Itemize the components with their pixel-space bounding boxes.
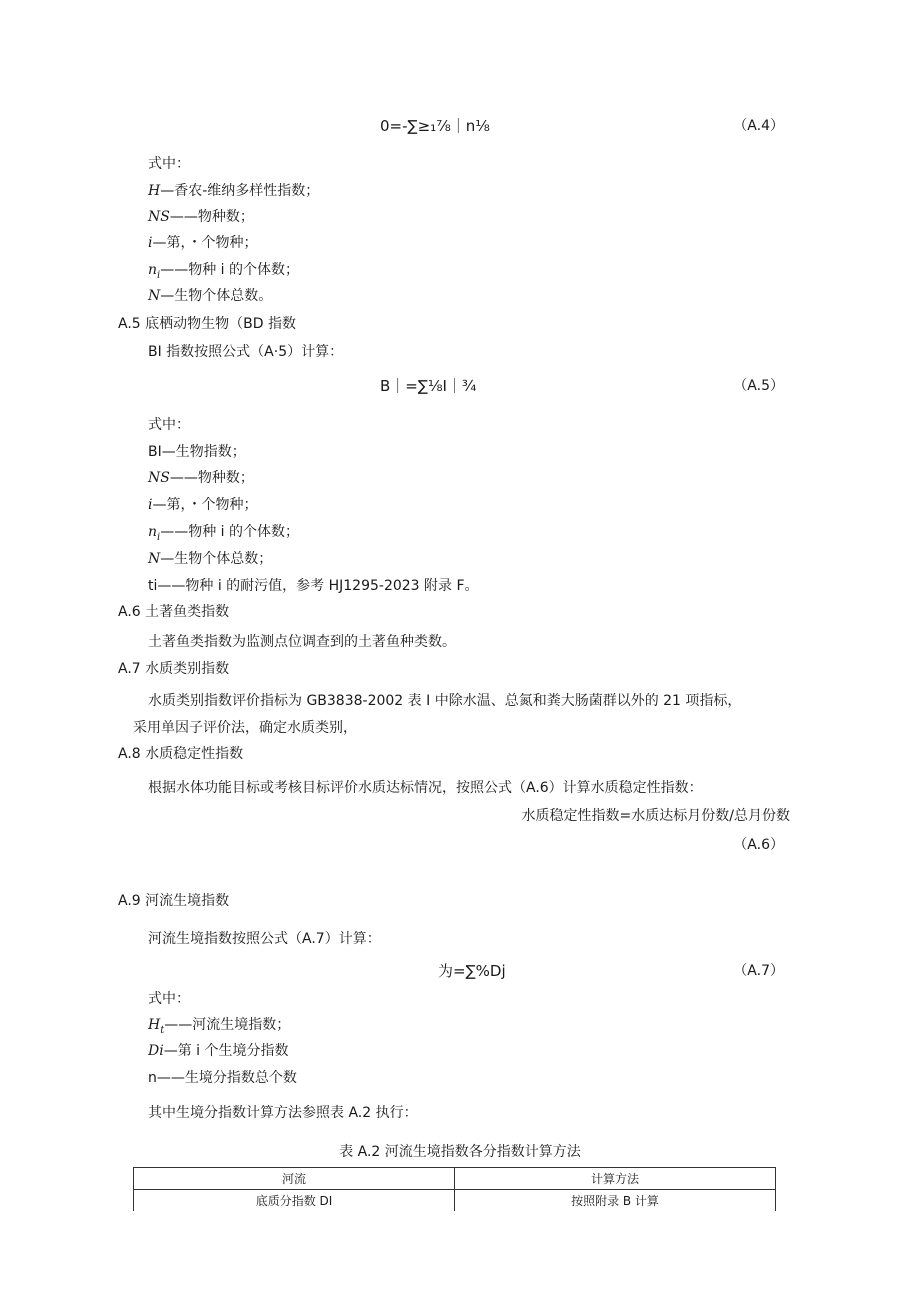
section-heading-a8: A.8 水质稳定性指数 bbox=[118, 746, 244, 762]
symbol-i: i bbox=[148, 235, 153, 251]
symbol-N: N bbox=[148, 288, 161, 304]
table-header-cell: 河流 bbox=[134, 1168, 455, 1190]
symbol-n: n bbox=[148, 262, 158, 278]
definition-text: —生物个体总数； bbox=[160, 551, 273, 567]
definition-h bbox=[148, 180, 319, 200]
symbol-ns: NS bbox=[148, 470, 170, 486]
symbol-h: H bbox=[148, 183, 161, 199]
symbol-N: N bbox=[148, 551, 161, 567]
paragraph-a8: 根据水体功能目标或考核目标评价水质达标情况，按照公式（A.6）计算水质稳定性指数： bbox=[148, 780, 703, 796]
paragraph-a7-line1: 水质类别指数评价指标为 GB3838-2002 表 I 中除水温、总氮和粪大肠菌群以外的 21 项指标， bbox=[148, 693, 742, 709]
symbol-subscript: i bbox=[157, 531, 161, 543]
symbol-subscript: i bbox=[157, 269, 161, 281]
definition-N bbox=[148, 285, 272, 305]
equation-number-a5: （A.5） bbox=[733, 378, 784, 394]
definition-bi: BI—生物指数； bbox=[148, 444, 246, 460]
definition-text: —香农-维纳多样性指数； bbox=[160, 183, 320, 199]
table-header-cell: 计算方法 bbox=[455, 1168, 776, 1190]
definition-text: —第，・个物种； bbox=[152, 497, 258, 513]
equation-number-a7: （A.7） bbox=[733, 963, 784, 979]
where-label: 式中： bbox=[148, 156, 190, 172]
definition-text: ——物种数； bbox=[169, 209, 254, 225]
section-heading-a5: A.5 底栖动物生物（BD 指数 bbox=[118, 316, 296, 332]
definition-n: n——生境分指数总个数 bbox=[148, 1070, 297, 1086]
symbol-h: H bbox=[148, 1017, 161, 1033]
method-table bbox=[133, 1167, 776, 1211]
table-caption: 表 A.2 河流生境指数各分指数计算方法 bbox=[339, 1144, 581, 1160]
section-heading-a6: A.6 土著鱼类指数 bbox=[118, 604, 230, 620]
definition-ni bbox=[148, 259, 299, 281]
paragraph-a5-intro: BI 指数按照公式（A·5）计算： bbox=[148, 344, 344, 360]
definition-text: —第，・个物种； bbox=[152, 235, 258, 251]
definition-N bbox=[148, 548, 272, 568]
definition-i bbox=[148, 232, 257, 252]
definition-text: ——物种 i 的个体数； bbox=[160, 524, 300, 540]
section-heading-a9: A.9 河流生境指数 bbox=[118, 893, 230, 909]
formula-a6: 水质稳定性指数=水质达标月份数/总月份数 bbox=[521, 808, 790, 824]
definition-di bbox=[148, 1040, 289, 1060]
definition-ht bbox=[148, 1014, 290, 1036]
formula-a5: B｜=∑⅛I｜¾ bbox=[380, 377, 477, 395]
symbol-subscript: t bbox=[160, 1024, 165, 1036]
table-cell: 底质分指数 DI bbox=[134, 1190, 455, 1212]
definition-ns bbox=[148, 206, 254, 226]
where-label: 式中： bbox=[148, 417, 190, 433]
definition-text: ——物种数； bbox=[169, 470, 254, 486]
definition-text: ——物种 i 的个体数； bbox=[160, 262, 300, 278]
formula-a7: 为=∑%Dj bbox=[438, 962, 506, 980]
section-heading-a7: A.7 水质类别指数 bbox=[118, 661, 230, 677]
formula-a4: 0=-∑≥₁⅞｜n⅛ bbox=[380, 117, 490, 135]
equation-number-a4: （A.4） bbox=[733, 118, 784, 134]
symbol-n: n bbox=[148, 524, 158, 540]
paragraph-a9-ref: 其中生境分指数计算方法参照表 A.2 执行： bbox=[148, 1105, 418, 1121]
definition-text: —生物个体总数。 bbox=[160, 288, 273, 304]
equation-number-a6: （A.6） bbox=[733, 837, 784, 853]
symbol-di: Di bbox=[148, 1043, 164, 1059]
definition-ns bbox=[148, 467, 254, 487]
table-row bbox=[134, 1190, 776, 1212]
symbol-ns: NS bbox=[148, 209, 170, 225]
paragraph-a6: 土著鱼类指数为监测点位调查到的土著鱼种类数。 bbox=[148, 634, 456, 650]
definition-i bbox=[148, 494, 257, 514]
definition-ni bbox=[148, 521, 299, 543]
definition-text: —第 i 个生境分指数 bbox=[163, 1043, 289, 1059]
paragraph-a7-line2: 采用单因子评价法，确定水质类别， bbox=[133, 720, 357, 736]
table-cell: 按照附录 B 计算 bbox=[455, 1190, 776, 1212]
paragraph-a9-intro: 河流生境指数按照公式（A.7）计算： bbox=[148, 931, 381, 947]
table-header-row bbox=[134, 1168, 776, 1190]
where-label: 式中： bbox=[148, 991, 190, 1007]
definition-ti: ti——物种 i 的耐污值，参考 HJ1295-2023 附录 F。 bbox=[148, 578, 479, 594]
symbol-i: i bbox=[148, 497, 153, 513]
definition-text: ——河流生境指数； bbox=[164, 1017, 291, 1033]
